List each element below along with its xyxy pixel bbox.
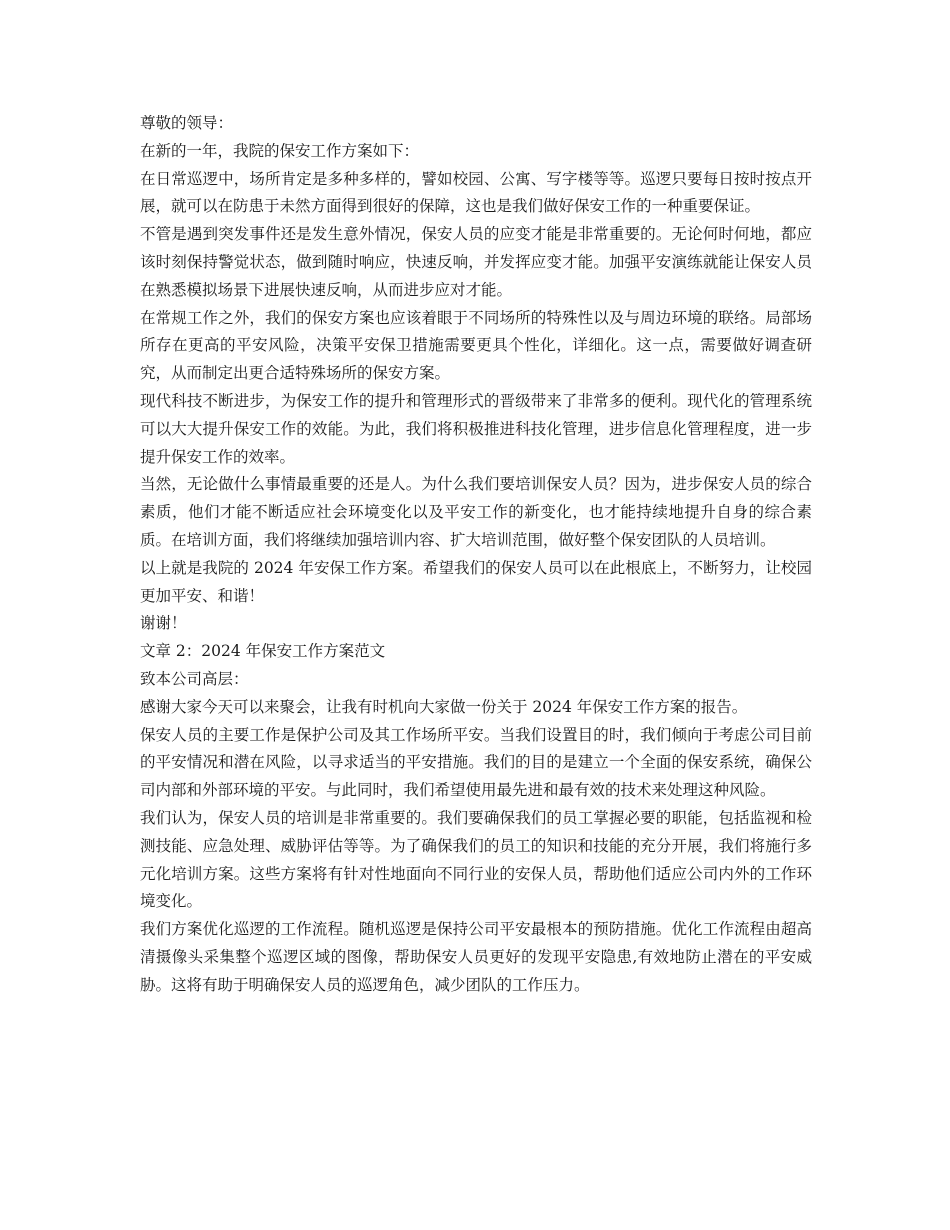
document-body	[140, 110, 812, 1000]
article-2-paragraph-patrol: 我们方案优化巡逻的工作流程。随机巡逻是保持公司平安最根本的预防措施。优化工作流程由超高清摄像头采集整个巡逻区域的图像，帮助保安人员更好的发现平安隐患,有效地防止潜在的平安威胁。这将有助于明确保安人员的巡逻角色，减少团队的工作压力。	[140, 920, 812, 994]
salutation: 尊敬的领导：	[140, 114, 234, 132]
paragraph-technology: 现代科技不断进步，为保安工作的提升和管理形式的晋级带来了非常多的便利。现代化的管理系统可以大大提升保安工作的效能。为此，我们将积极推进科技化管理，进步信息化管理程度，进一步提升保安工作的效率。	[140, 391, 812, 466]
article-2-paragraph-training: 我们认为，保安人员的培训是非常重要的。我们要确保我们的员工掌握必要的职能，包括监视和检测技能、应急处理、威胁评估等等。为了确保我们的员工的知识和技能的充分开展，我们将施行多元化培训方案。这些方案将有针对性地面向不同行业的安保人员，帮助他们适应公司内外的工作环境变化。	[140, 808, 812, 911]
paragraph-training: 当然，无论做什么事情最重要的还是人。为什么我们要培训保安人员？因为，进步保安人员的综合素质，他们才能不断适应社会环境变化以及平安工作的新变化，也才能持续地提升自身的综合素质。在培训方面，我们将继续加强培训内容、扩大培训范围，做好整个保安团队的人员培训。	[140, 475, 812, 549]
paragraph-emergency: 不管是遇到突发事件还是发生意外情况，保安人员的应变才能是非常重要的。无论何时何地，都应该时刻保持警觉状态，做到随时响应，快速反响，并发挥应变才能。加强平安演练就能让保安人员在熟悉模拟场景下进展快速反响，从而进步应对才能。	[140, 225, 812, 299]
article-2-paragraph-goals: 保安人员的主要工作是保护公司及其工作场所平安。当我们设置目的时，我们倾向于考虑公司目前的平安情况和潜在风险，以寻求适当的平安措施。我们的目的是建立一个全面的保安系统，确保公司内部和外部环境的平安。与此同时，我们希望使用最先进和最有效的技术来处理这种风险。	[140, 725, 812, 800]
closing-thanks: 谢谢！	[140, 614, 187, 633]
article-2-intro: 感谢大家今天可以来聚会，让我有时机向大家做一份关于 2024 年保安工作方案的报告。	[140, 697, 748, 716]
article-2-title: 文章 2：2024 年保安工作方案范文	[140, 642, 386, 661]
intro-line: 在新的一年，我院的保安工作方案如下：	[140, 141, 420, 160]
paragraph-patrol: 在日常巡逻中，场所肯定是多种多样的，譬如校园、公寓、写字楼等等。巡逻只要每日按时按点开展，就可以在防患于未然方面得到很好的保障，这也是我们做好保安工作的一种重要保证。	[140, 169, 812, 216]
article-2-salutation: 致本公司高层：	[140, 669, 249, 688]
paragraph-conclusion: 以上就是我院的 2024 年安保工作方案。希望我们的保安人员可以在此根底上，不断努力，让校园更加平安、和谐！	[140, 558, 812, 605]
paragraph-special-sites: 在常规工作之外，我们的保安方案也应该着眼于不同场所的特殊性以及与周边环境的联络。局部场所存在更高的平安风险，决策平安保卫措施需要更具个性化，详细化。这一点，需要做好调查研究，从而制定出更合适特殊场所的保安方案。	[140, 308, 812, 383]
